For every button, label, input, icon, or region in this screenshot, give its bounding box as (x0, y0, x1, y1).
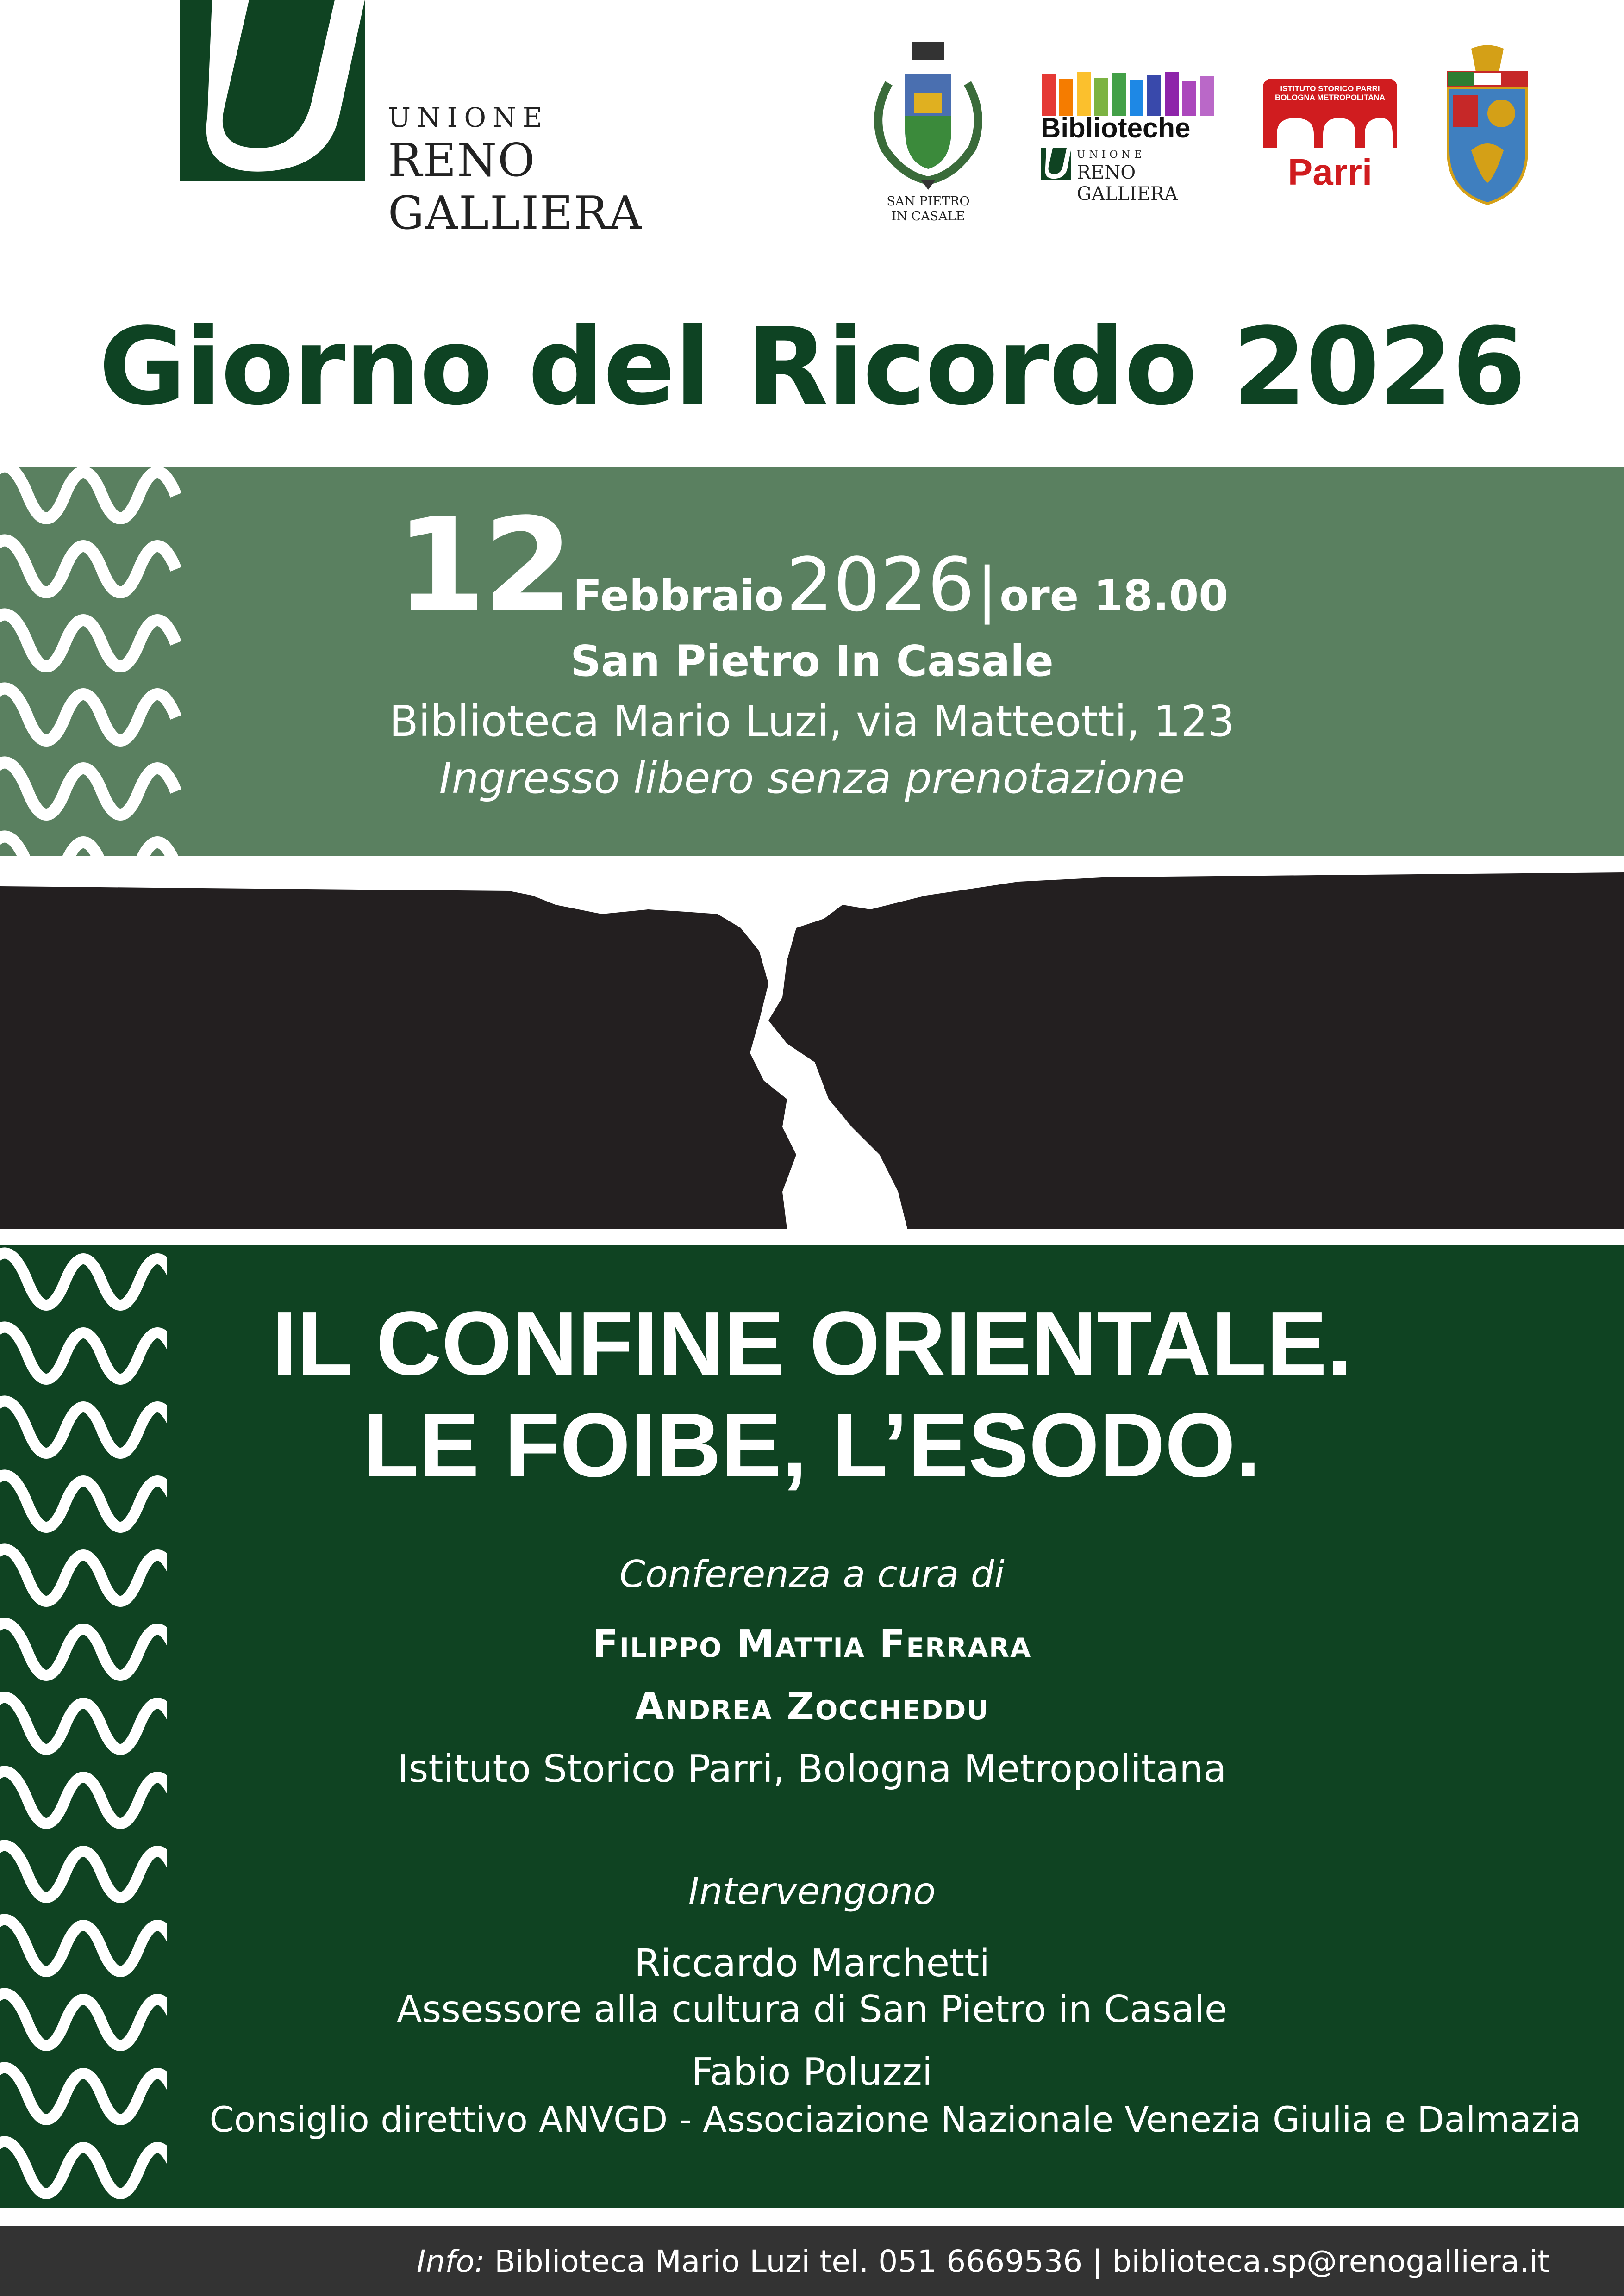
speaker-name: Fabio Poluzzi (691, 2050, 933, 2094)
conference-title-line2: LE FOIBE, L’ESODO. (363, 1394, 1261, 1496)
page-title: Giorno del Ricordo 2026 (99, 305, 1525, 429)
biblioteche-logo (1037, 69, 1222, 205)
crest-caption-line1: SAN PIETRO (887, 194, 970, 209)
event-year: 2026 (786, 541, 975, 628)
biblioteche-word: Biblioteche (1041, 112, 1191, 143)
footer-info (417, 2244, 1549, 2279)
event-town: San Pietro In Casale (570, 636, 1054, 686)
crest-icon (861, 42, 995, 190)
crest-caption-line2: IN CASALE (891, 209, 965, 224)
curator-institute: Istituto Storico Parri, Bologna Metropolitana (397, 1747, 1227, 1791)
regional-crest-logo (1443, 44, 1531, 206)
curated-by-label: Conferenza a cura di (619, 1553, 1005, 1596)
unione-reno-galliera-logo (180, 0, 754, 240)
biblioteche-reno-text: RENO GALLIERA (1077, 162, 1178, 205)
event-separator: | (977, 554, 998, 625)
footer-info-text: Biblioteca Mario Luzi tel. 051 6669536 | biblioteca.sp@renogalliera.it (494, 2244, 1550, 2279)
event-entry-note: Ingresso libero senza prenotazione (439, 753, 1185, 803)
unione-text: UNIONE (388, 102, 549, 133)
event-month: Febbraio (573, 571, 784, 621)
parri-arches-icon (1263, 106, 1397, 157)
small-u-icon (1041, 148, 1071, 180)
biblioteche-unione-text: UNIONE (1077, 149, 1145, 161)
event-venue: Biblioteca Mario Luzi, via Matteotti, 123 (389, 697, 1235, 746)
conference-title-line1: IL CONFINE ORIENTALE. (272, 1293, 1352, 1394)
reno-galliera-text: RENO GALLIERA (388, 134, 643, 240)
event-time: ore 18.00 (999, 571, 1229, 621)
san-pietro-crest-logo (861, 42, 995, 231)
speaker-role: Assessore alla cultura di San Pietro in Casale (396, 1988, 1228, 2031)
parri-small-line1: ISTITUTO STORICO PARRI (1280, 84, 1380, 93)
speaker-name: Riccardo Marchetti (634, 1941, 990, 1985)
parri-small-line2: BOLOGNA METROPOLITANA (1275, 93, 1385, 102)
footer-bar (0, 2226, 1624, 2296)
istituto-parri-logo (1263, 79, 1397, 194)
conference-band (0, 1245, 1624, 2208)
curator-name: Andrea Zoccheddu (635, 1685, 989, 1729)
unione-u-icon (180, 0, 365, 181)
speaker-role: Consiglio direttivo ANVGD - Associazione Nazionale Venezia Giulia e Dalmazia (209, 2099, 1581, 2140)
event-day: 12 (395, 491, 571, 641)
event-date (0, 491, 1624, 641)
speakers-label: Intervengono (688, 1870, 936, 1913)
curator-name: Filippo Mattia Ferrara (592, 1622, 1032, 1666)
map-silhouette (0, 868, 1624, 1229)
lion-crest-icon (1443, 44, 1531, 206)
footer-info-label: Info: (417, 2244, 485, 2279)
parri-name: Parri (1287, 151, 1373, 193)
